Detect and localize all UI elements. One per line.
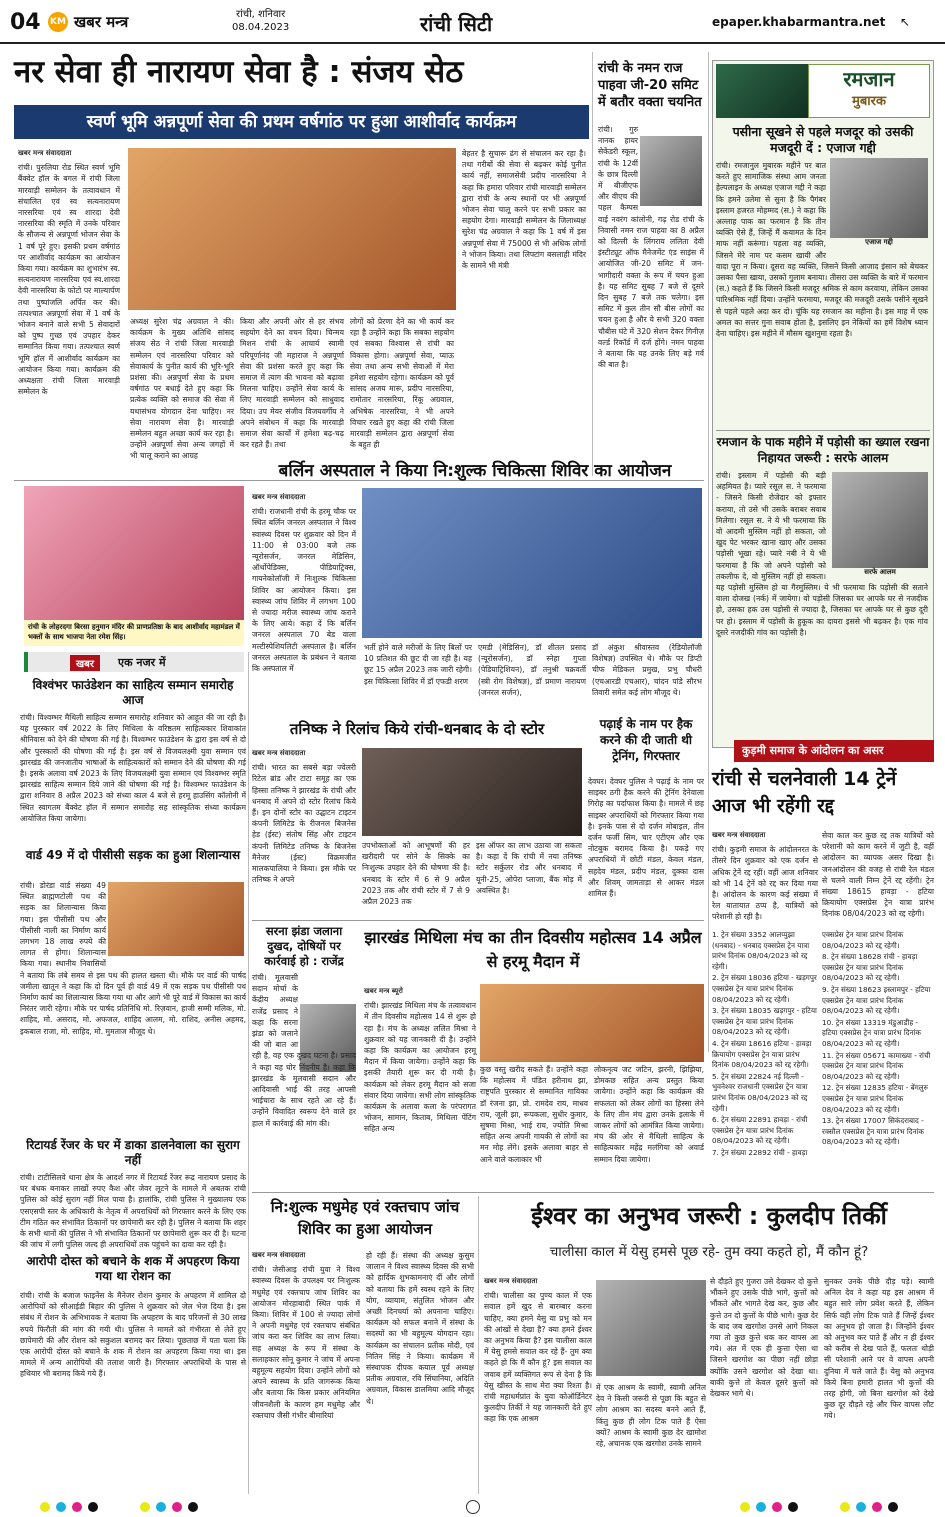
kudmi-text-right: सेवा काल कर कुछ रद्द तक यात्रियों को परेशानी को काम करने में जुटी है, वहीं आंदोलन का व्यापक असर दिखा है। जनआंदोलन की वजह से रांची रेल मंडल से चलने वाली निम्न ट्रेनें रद्द रहेंगी। ट्रेन संख्या 18615 हावड़ा - हटिया क्रियायोग एक्सप्रेस ट्रेन यात्रा प्रारंभ दिनांक 08/04/2023 को रद्द रहेगी। <box>822 831 934 919</box>
ward49-headline: वार्ड 49 में दो पीसीसी सड़क का हुआ शिलान्यास <box>25 848 241 862</box>
mithila-text-1: रांची। झारखंड मिथिला मंच के तत्वावधान में तीन दिवसीय महोत्सव 14 से शुरू हो रहा है। मंच के अध्यक्ष ललित मिश्रा ने शुक्रवार को यह जानकारी दी है। उन्होंने कहा कि कार्यक्रम का आयोजन हरमू मैदान में किया जायेगा। उन्होंने कहा कि इसकी तैयारी शुरू कर दी गयी है। कार्यक्रम को लेकर हरमू मैदान को सजा संवार दिया जायेगा। सभी लोग सांस्कृतिक कार्यक्रम के अलावा कला के परंपरागत भोजन, सामान, किताब, मिथिला पेंटिंग सहित अन्य <box>364 1001 476 1134</box>
train-item: एक्सप्रेस ट्रेन यात्रा प्रारंभ दिनांक 08/04/2023 को रद्द रहेगी। <box>822 930 904 950</box>
kuldeep-byline: खबर मन्त्र संवाददाता <box>484 1277 538 1285</box>
mithila-byline: खबर मन्त्र ब्यूरो <box>364 987 403 995</box>
ek-nazar-tag: खबर <box>70 655 100 671</box>
train-list-right <box>822 930 934 1192</box>
tanishq-headline: तनिष्क ने रिलांच किये रांची-धनबाद के दो स्टोर <box>289 720 545 738</box>
madhumeh-text-1: रांची। जेसीआइ रांची युवा ने विश्व स्वास्थ्य दिवस के उपलक्ष्य पर निःशुल्क मधुमेह एवं रक्तचाप जांच शिविर का आयोजन मोरहाबादी स्थित पार्क में किया। शिविर में 100 से ज्यादा लोगों ने अपनी मधुमेह एवं रक्तचाप संबंधित जांच करा कर शिविर का लाभ लिया। सह अध्यक्ष के रूप में संस्था के सलाहकार सोनू कुमार ने जांच में अपना बहुमूल्य सहयोग दिया। उन्होंने लोगों को अपने स्वास्थ्य के प्रति जागरूक किया और बताया कि किस प्रकार अनियमित जीवनशैली के कारण हम मधुमेह और रक्तचाप जैसी गंभीर बीमारियां <box>252 1265 360 1420</box>
registration-dot-icon <box>72 1502 82 1512</box>
lead-photo <box>128 148 456 310</box>
train-item: 7. ट्रेन संख्या 22892 रांची - हावड़ा <box>712 1147 808 1157</box>
train-list-left <box>712 930 818 1192</box>
ramzan-banner-line2: मुबारक <box>852 94 886 109</box>
train-item: 13. ट्रेन संख्या 17007 सिकंदराबाद - रक्सौल एक्सप्रेस ट्रेन यात्रा प्रारंभ दिनांक 08/04/2023 को रद्द रहेगी। <box>822 1116 924 1147</box>
lead-text-1: रांची। पुरुलिया रोड स्थित स्वर्ण भूमि बैंक्वेट हॉल के बगल में रांची जिला मारवाड़ी सम्मेलन के तत्वावधान में संचालित एवं स्व सत्यनारायण नारसरिया एवं स्व शारदा देवी नारसरिया की स्मृति में उनके परिवार के सौजन्य से अन्नपूर्णा भोजन सेवा के 1 वर्ष पूरे हुए। इसकी प्रथम वर्षगांठ पर आशीर्वाद कार्यक्रम का आयोजन किया गया। कार्यक्रम का शुभारंभ स्व. सत्यनारायण नारसरिया एवं स्व.शारदा देवी नारसरिया के फोटो पर माल्यार्पण तथा पुष्पांजलि अर्पित कर की। तत्पश्चात अन्नपूर्णा सेवा में 1 वर्ष के भोजन बनाने वाले सभी 5 सेवादारों को पुष्प गुच्छ एवं उपहार देकर सम्मानित किया गया। तत्पश्चात स्वर्ण भूमि हॉल में आशीर्वाद कार्यक्रम का आयोजन किया गया। कार्यक्रम की अध्यक्षता रांची जिला मारवाड़ी सम्मेलन के <box>18 163 120 397</box>
registration-dot-icon <box>856 1502 866 1512</box>
tanishq-text-1: रांची। भारत का सबसे बड़ा ज्वेलरी रिटेल ब्रांड और टाटा समूह का एक हिस्सा तनिष्क ने झारखंड के रांची और धनबाद में अपने दो स्टोर रिलांच किये हैं। इन दोनों स्टोर का उद्घाटन टाइटन कंपनी लिमिटेड के रीजनल बिजनेस हेड (ईस्ट) संतोष सिंह और टाइटन कंपनी लिमिटेड तनिष्क के बिजनेस मैनेजर (ईस्ट) विक्रमजीत मालकपालिया ने किया। इस मौके पर तनिष्क ने अपने <box>252 763 356 885</box>
masthead <box>0 0 945 44</box>
train-item: 10. ट्रेन संख्या 13319 मंडुआडीह - हटिया एक्सप्रेस ट्रेन यात्रा प्रारंभ दिनांक 08/04/2023 को रद्द रहेगी। <box>822 1017 921 1048</box>
kudmi-tag: कुड़मी समाज के आंदोलन का असर <box>734 740 934 762</box>
train-item: 8. ट्रेन संख्या 18628 रांची - हावड़ा एक्सप्रेस ट्रेन यात्रा प्रारंभ दिनांक 08/04/2023 को रद्द रहेगी। <box>822 952 918 983</box>
registration-dot-icon <box>140 1502 150 1512</box>
registration-dot-icon <box>56 1502 66 1512</box>
berlin-photo <box>362 488 702 638</box>
ek-nazar-bar <box>24 652 244 672</box>
side-text-body: रांची। गुरु नानक हायर सेकेंडरी स्कूल, रांची के 12वीं के छात्र दिल्ली में बीजीएफ और वीएच की पहल कैम्पस वाई नवरंग कांलोनी, गढ़ रोड रांची के निवासी नमन राज पाहवा का 8 अप्रैल को दिल्ली के लिंगराय ललिता देवी इंस्टीट्यूट ऑफ मैनेजमेंट एंड साइंस में आयोजित जी-20 समिट में जन-भागीदारी वक्ता के रूप में चयन हुआ है। यह समिट सुबह 7 बजे से दूसरे दिन सुबह 7 बजे तक चलेगा। इस समिट में कुल तीन सौ बीस लोगों का चयन हुआ है और ये सभी 320 वक्ता चौबीस घंटे में 320 सेशन देकर गिनीज़ वर्ल्ड रिकॉर्ड में दर्ज होंगे। नमन पाहवा ने बताया कि यह उनके लिए बड़े गर्व की बात है। <box>598 125 704 370</box>
ramzan-text-1-body: रांची। रमजानुल मुबारक महीने पर बात करते हुए सामाजिक संस्था आम जनता हेल्पलाइन के अध्यक्ष एजाज गद्दी ने कहा कि हमने उलेमा से सुना है कि पैगंबर इस्लाम हजरत मोहम्मद (स.) ने कहा कि अल्लाह पाक का फरमान है कि तीन व्यक्ति ऐसे हैं, जिन्हें मैं कयामत के दिन माफ नहीं करूंगा। पहला वह व्यक्ति, जिसने मेरे नाम पर कसम खायी और वादा पूरा न किया। दूसरा वह व्यक्ति, जिसने किसी आजाद इंसान को बेचकर उसका पैसा खाया, उसको गुलाम बनाया। तीसरा उस व्यक्ति के बारे में फरमान (स.) कहते हैं कि जिसने किसी मजदूर श्रमिक से काम करवाया, लेकिन उसका पारिश्रमिक नहीं दिया। उन्होंने फरमाया, मजदूर की मजदूरी उसके पसीने सूखने से पहले पहले अदा कर दो। चूंकि यह रमजान का महीना है। इस माह में एक अमल का सत्तर गुना सवाब होता है, इसलिए इन नेकियों का हमें विशेष ध्यान देना चाहिए। इस महीने में मौसम खुशनुमा रहता है। <box>716 161 928 339</box>
mithila-column-3: लोकनृत्य जट जटिन, झरनी, झिझिया, डोमकछ सहित अन्य प्रस्तुत किया जायेगा। उन्होंने कहा कि कार्यक्रम की सफलता को लेकर लोगों का हिस्सा लेने के लिए तीन मंच द्वारा उनके इलाके में जाकर लोगों को आमंत्रित किया जायेगा। मंच की ओर से मैथिली साहित्य के साहित्यकार महेंद्र मलंगिया को अवार्ड सम्मान दिया जायेगा। <box>594 1065 704 1164</box>
train-item: 1. ट्रेन संख्या 3352 आलप्पुझा (धनबाद) - धनबाद एक्सप्रेस ट्रेन यात्रा प्रारंभ दिनांक 08/04/2023 को रद्द रहेगी। <box>712 930 810 971</box>
ramzan-text-2 <box>716 470 928 742</box>
vishwambhar-text: रांची। विश्वम्भर मैथिली साहित्य सम्मान समारोह शनिवार को आहूत की जा रही है। यह पुरस्कार वर्ष 2022 के लिए मिथिला के वरिष्ठतम साहित्यकार शिवाकांत श्रीनिवास को देने की घोषणा की गई है। विश्वम्भर फाउंडेशन के द्वारा इस वर्ष से दो और पुरस्कारों की घोषणा की गई है। इस वर्ष से विजयलक्ष्मी युवा सम्मान एवं झारखंड की जनजातीय भाषाओं के साहित्यकारों को सम्मान देने की घोषणा की गई है। इसके अलावा वर्ष 2023 के लिए विजयलक्ष्मी युवा सम्मान एवं विश्वम्भर स्मृति झारखंड साहित्य सम्मान दिये जाने की घोषणा की गई है। विश्वम्भर फाउंडेशन के द्वारा शनिवार 8 अप्रैल 2023 को संध्या काल 4 बजे से हरमू हाउसिंग कॉलोनी में स्थित स्वागतम बैंक्वेट हॉल में सम्मान समारोह सह सांस्कृतिक संध्या कार्यक्रम आयोजित किया जायेगा। <box>20 713 246 823</box>
ek-nazar-title: एक नजर में <box>118 656 166 669</box>
epaper-link[interactable]: epaper.khabarmantra.net <box>712 15 886 29</box>
ramzan-headline-1: पसीना सूखने से पहले मजदूर को उसकी मजदूरी दें : एजाज गद्दी <box>732 124 914 155</box>
berlin-column-3: एमडी (मेडिसिन), डॉ शीतल प्रसाद (न्यूरोसर्जन), डॉ स्नेहा गुप्ता (पेडियाट्रिशियन), डॉ तनुश्री चक्रवर्ती (स्त्री रोग विशेषज्ञ), डॉ प्रमाण नारायण (जनरल सर्जन), <box>478 643 586 697</box>
madhumeh-byline: खबर मन्त्र संवाददाता <box>252 1251 306 1259</box>
tanishq-column-2: उपभोक्ताओं को आभूषणों की हर खरीदारी पर सोने के सिक्के का निःशुल्क उपहार देने की घोषणा की है। धनबाद के स्टोर में 6 से 9 अप्रैल 2023 तक और रांची स्टोर में 7 से 9 अप्रैल 2023 तक <box>362 841 470 907</box>
registration-dot-icon <box>188 1502 198 1512</box>
sarfe-caption: सरफे आलम <box>864 568 896 576</box>
sarna-text <box>252 972 356 1128</box>
registration-dot-icon <box>156 1502 166 1512</box>
brand-logo-icon: KM <box>48 12 68 32</box>
sarna-headline: सरना झंडा जलाना दुखद, दोषियों पर कार्रवाई हो : राजेंद्र <box>264 924 344 968</box>
ramzan-banner <box>808 64 930 118</box>
tanishq-column-1 <box>252 748 356 916</box>
city-day: रांची, शनिवार <box>236 9 286 20</box>
berlin-byline: खबर मन्त्र संवाददाता <box>252 493 306 501</box>
train-item: 5. ट्रेन संख्या 22824 नई दिल्ली - भुवनेश्वर राजधानी एक्सप्रेस ट्रेन यात्रा प्रारंभ दिनांक 08/04/2023 को रद्द रहेगी। <box>712 1071 808 1113</box>
berlin-headline: बर्लिन अस्पताल ने किया नि:शुल्क चिकित्सा शिविर का आयोजन <box>278 461 672 481</box>
registration-dot-icon <box>888 1502 898 1512</box>
ramzan-headline-2: रमजान के पाक महीने में पड़ोसी का ख्याल रखना निहायत जरूरी : सरफे आलम <box>716 435 930 465</box>
date-block <box>232 8 289 34</box>
mosque-icon <box>716 64 808 118</box>
page-number: 04 <box>10 10 41 35</box>
lead-byline: खबर मन्त्र संवाददाता <box>18 149 72 157</box>
registration-dot-icon <box>172 1502 182 1512</box>
lead-column-5: बेहतर है सुचारू ढंग से संचालन कर रहा है। तथा गरीबों की सेवा से बढ़कर कोई पुनीत कार्य नहीं, समाजसेवी प्रदीप नारसरिया ने कहा कि हमारा परिवार रांची मारवाड़ी सम्मेलन द्वारा रांची के अन्य स्थानों पर भी अन्नपूर्णा भोजन सेवा चालू करने पर सभी प्रकार का सहयोग देगा। मारवाड़ी सम्मेलन के जिलाध्यक्ष सुरेश चंद्र अग्रवाल ने कहा कि 1 वर्ष में इस अन्नपूर्णा सेवा में 75000 से भी अधिक लोगों ने भोजन किया। तथा लिफ्टांग बसलाही मंदिर के सामने भी मंत्री <box>462 149 586 271</box>
train-item: 3. ट्रेन संख्या 18035 खड़गपुर - हटिया एक्सप्रेस ट्रेन यात्रा प्रारंभ दिनांक 08/04/2023 को रद्द रहेगी। <box>712 1006 817 1037</box>
ward49-text-body: रांची। डोरंडा वार्ड संख्या 49 स्थित ब्राह्मणटोली पथ की सड़क का शिलान्यास किया गया। इस पीसीसी पथ और पीसीसी नाली का निर्माण कार्य लगभग 18 लाख रुपये की लागत से होगा। शिलान्यास किया गया। स्थानीय निवासियों ने बताया कि लंबे समय से इस पथ की हालत खस्ता थी। मौके पर वार्ड की पार्षद जमीला खातून ने कहा कि दो दिन पूर्व ही वार्ड 49 में एक सड़क पथ पीसीसी पथ निर्माण कार्य का शिलान्यास किया गया था और आगे भी पूरे वार्ड में विकास का कार्य निरंतर जारी रहेगा। मौके पर पार्षद प्रतिनिधि मो. रिज़वान, हाजी सम्मी मलिक, मो. शाहिद, मो. असराद, मो. अफजल, शाहिद आलम, मो. राशिद, अनीस अहमद, इकबाल राजा, मो. साहिद, मो. मुमताज मौजूद थे। <box>20 881 246 1036</box>
mithila-headline: झारखंड मिथिला मंच का तीन दिवसीय महोत्सव 14 अप्रैल से हरमू मैदान में <box>364 928 702 971</box>
train-item: 12. ट्रेन संख्या 12835 हटिया - बेंगलुरु एक्सप्रेस ट्रेन यात्रा प्रारंभ दिनांक 08/04/2023 को रद्द रहेगी। <box>822 1083 928 1114</box>
padhai-text: देवघर। देवघर पुलिस ने पढ़ाई के नाम पर साइबर ठगी हैक करने की ट्रेनिंग देनेवाला गिरोह का पर्दाफाश किया है। मामले में छह साइबर अपराधियों को गिरफ्तार किया गया है। इनके पास से दो दर्जन मोबाइल, तीन दर्जन फर्जी सिम, चार एटीएम और एक नोटबुक बरामद किया है। पकड़े गए अपराधियों में छोटी मंडल, केवल मंडल, सहदेव मंडल, प्रदीप मंडल, दुक्का दास और शिवम् जामताड़ा से आकर मंडल शामिल हैं। <box>588 777 704 899</box>
kuldeep-column-2: में एक आश्रम के स्वामी, स्वामी अनिल देव ने किसी जरूरी से पूछा कि बहुत से लोग आश्रम का सदस्य बनने आते हैं, किंतु कुछ ही लोग टिक पाते हैं ऐसा क्यों? आश्रम के स्वामी कुछ देर खामोश रहे, अचानक एक खरगोश उनके सामने <box>596 1383 706 1449</box>
kuldeep-headline: ईश्वर का अनुभव जरूरी : कुलदीप तिर्की <box>531 1202 887 1230</box>
kudmi-headline: रांची से चलनेवाली 14 ट्रेनें आज भी रहेंगी रद्द <box>712 768 897 817</box>
kudmi-byline: खबर मन्त्र संवाददाता <box>712 831 766 839</box>
registration-dot-icon <box>40 1502 50 1512</box>
registration-dot-icon <box>756 1502 766 1512</box>
mithila-column-2: कुछ वस्तु खरीद सकते हैं। उन्होंने कहा कि महोत्सव में पंडित हरीनाथ झा, राष्ट्रपति पुरस्कार से सम्मानित गायिका डॉ रंजना झा, प्रो. रामदेव राय, माधव राय, जूली झा, रूपकला, सुधीर कुमार, सुषमा मिश्रा, भाई राय, ज्योति मिश्रा सहित अन्य अपनी गायकी से लोगों का मन मोह लेंगे। इसके अलावा बाहर से आने वाले कलाकार भी <box>480 1065 588 1164</box>
mithila-column-1 <box>364 986 476 1186</box>
lead-column-2: अध्यक्ष सुरेश चंद्र अग्रवाल ने की। कार्यक्रम के मुख्य अतिथि सांसद संजय सेठ ने रांची जिला मारवाड़ी सम्मेलन एवं नारसरिया परिवार को सेवाकार्य के पुनीत कार्य की भूरि-भूरि प्रशंसा की। अन्नपूर्णा सेवा के प्रथम वर्षगांठ पर बधाई देते हुए कहा कि प्रत्येक व्यक्ति को समाज की सेवा में यथासंभव योगदान देना चाहिए। नर सेवा नारायण सेवा है। मारवाड़ी सम्मेलन बहुत अच्छा कार्य कर रहा है। उन्होंने अन्नपूर्णा सेवा अन्य जगहों में भी चालू कराने का आग्रह <box>130 317 234 461</box>
padhai-headline: पढ़ाई के नाम पर हैक करने की दी जाती थी ट्रेनिंग, गिरफ्तार <box>599 717 693 763</box>
berlin-column-1 <box>252 492 356 710</box>
mithila-photo <box>480 984 704 1062</box>
registration-dot-icon <box>88 1502 98 1512</box>
registration-dot-icon <box>840 1502 850 1512</box>
train-item: 2. ट्रेन संख्या 18036 हटिया - खड़गपुर एक्सप्रेस ट्रेन यात्रा प्रारंभ दिनांक 08/04/2023 को रद्द रहेगी। <box>712 973 817 1004</box>
cursor-icon: ↖ <box>900 15 911 29</box>
temple-photo <box>24 486 244 620</box>
train-item: 6. ट्रेन संख्या 22891 हावड़ा - रांची एक्सप्रेस ट्रेन यात्रा प्रारंभ दिनांक 08/04/2023 को रद्द रहेगी। <box>712 1115 808 1146</box>
lead-column-4: लोगों को प्रेरणा देने का भी कार्य कर रहा है उन्होंने कहा कि सबका सहयोग एवं सबका विश्वास से रांची का विकास होगा। अन्नपूर्णा सेवा, प्याऊ सेवा तथा अन्य सभी सेवाओं में मेरा हमेशा सहयोग रहेगा। कार्यक्रम को पूर्व सांसद अजय मारू, प्रदीप नारसरिया, रामोतार नारसरिया, रिंकू अग्रवाल, अभिषेक नारसरिया, ने भी अपने विचार रखते हुए कहा की रांची जिला मारवाड़ी सम्मेलन द्वारा अन्नपूर्णा सेवा के बहुत ही <box>350 317 454 450</box>
kudmi-text <box>712 830 818 926</box>
madhumeh-column-1 <box>252 1250 360 1494</box>
berlin-column-2: भर्ती होने वाले मरीजों के लिए बिलों पर 10 प्रतिशत की छूट दी जा रही है। यह छूट 15 अप्रैल 2023 तक जारी रहेगी। इस चिकित्सा शिविर में डॉ एफडी शरण <box>364 643 472 686</box>
crosshair-icon <box>466 1500 480 1514</box>
side-headline: रांची के नमन राज पाहवा जी-20 समिट में बतौर वक्ता चयनित <box>598 61 702 110</box>
kuldeep-text-1: रांची। चालीसा का पुण्य काल में एक सवाल हमें खुद से बारम्बार करना चाहिए, क्या हमने येसु या प्रभु को मन की आंखों से देखा है? क्या हमने ईश्वर का अनुभव किया है? इस चालीसा काल में येसु हमसे सवाल कर रहे हैं- तुम क्या कहते हो कि मैं कौन हूं? इस सवाल का जवाब हमें व्यक्तिगत रूप से देना है कि येसु खीस्त के साथ मेरा क्या रिश्ता है। रांची महाधर्मप्रांत के युवा कोऑर्डिनेटर कुलदीप तिर्की ने यह जानकारी देते हुए कहा कि एक आश्रम <box>484 1291 592 1424</box>
retired-headline: रिटायर्ड रेंजर के घर में डाका डालनेवाला का सुराग नहीं <box>26 1138 240 1167</box>
temple-photo-caption: रांची के लोहरदगा बिरसा हनुमान मंदिर की प्राणप्रतिष्ठा के बाद आशीर्वाद महामंडल में भक्तों के साथ भाजपा नेता रमेश सिंह। <box>24 620 244 646</box>
registration-dot-icon <box>788 1502 798 1512</box>
ramzan-text-2-body: रांची। इस्लाम में पड़ोसी की बड़ी अहमियत है। प्यारे रसूल स. ने फरमाया - जिसने किसी रोजेदार को इफ्तार कराया, तो उसे भी उसके बराबर सवाब मिलेगा। रसूल स. ने ये भी फरमाया कि वो आदमी मुस्लिम नहीं हो सकता, जो खुद पेट भरकर खाना खाए और उसका पड़ोसी भूखा रहे। प्यारे नबी ने ये भी फरमाया है कि जो अपने पड़ोसी को तकलीफ दे, वो मुस्लिम नहीं हो सकता। यह पड़ोसी मुस्लिम हो या गैरमुस्लिम। ये भी फरमाया कि पड़ोसी की सताने वाला दोजख (नर्क) में जायेगा। वो पड़ोसी जिसका घर आपके घर से नजदीक हो, उसका हक उस पड़ोसी से ज्यादा है, जिसका घर आपके घर से कुछ दूरी पर हो। इस्लाम में पड़ोसी के हुकूक का दायरा इससे भी बढ़कर है। एक गांव दूसरे नजदीकी गांव का पड़ोसी है। <box>716 471 928 637</box>
lead-headline: नर सेवा ही नारायण सेवा है : संजय सेठ <box>14 54 464 90</box>
retired-text: रांची। टाटीसिलवे थाना क्षेत्र के आदर्श नगर में रिटायर्ड रेंजर रूद्र नारायण प्रसाद के घर बंधक बनाकर लाखों रुपए कैश और जेवर लूटने के मामले में अबतक रांची पुलिस को कोई सुराग नहीं मिल पाया है। हालांकि, रांची पुलिस ने मुख्यालय एक एसएसपी स्तर के अधिकारी के नेतृत्व में अपराधियों को गिरफ्तार करने के लिए एक टीम गठित कर संभावित ठिकानों पर छापेमारी कर रही है। पुलिस ने बताया कि शहर के सभी थानों की पुलिस ने भी संभावित ठिकानों पर छापेमारी शुरू कर दी है। घटना की जांच में लगी पुलिस जल्द ही अपराधियों तक पहुंचने का दावा कर रही है। <box>20 1173 246 1250</box>
kuldeep-column-1 <box>484 1276 592 1494</box>
ward49-text <box>20 880 246 1136</box>
print-registration-strip <box>0 1498 945 1517</box>
side-text <box>598 124 704 464</box>
kuldeep-photo <box>596 1280 706 1376</box>
issue-date: 08.04.2023 <box>232 22 290 33</box>
berlin-column-4: डॉ अंकुश श्रीवास्तव (रेडियोलॉजी विशेषज्ञ) उपस्थित थे। मौके पर डिप्टी चीफ मेडिकल प्रमुख, प्रभु चौधरी (एचआरडी एचआर), चांदन पांडे सौरभ तिवारी समेत कई लोग मौजूद थे। <box>592 643 702 697</box>
ramzan-banner-line1: रमजान <box>843 67 895 91</box>
kudmi-text-body: रांची। कुड़मी समाज के आंदोलनरत के तीसरे दिन शुक्रवार को एक दर्जन से अधिक ट्रेनें रद्द रहीं। वहीं आज शनिवार को भी 14 ट्रेनें को रद्द कर दिया गया है। आंदोलन के कारण कई संख्या में रेल यातायात ठप्प है, यात्रियों को परेशानी हो रही है। <box>712 845 818 922</box>
arvind-headline: आरोपी दोस्त को बचाने के शक में अपहरण किया गया था रोशन का <box>26 1254 240 1283</box>
madhumeh-headline: नि:शुल्क मधुमेह एवं रक्तचाप जांच शिविर का हुआ आयोजन <box>270 1198 460 1238</box>
train-item: 11. ट्रेन संख्या 05671 कामाख्या - रांची एक्सप्रेस ट्रेन यात्रा प्रारंभ दिनांक 08/04/2023 को रद्द रहेगी। <box>822 1050 931 1081</box>
berlin-text-1: रांची। राजधानी रांची के हरमू चौक पर स्थित बर्लिन जनरल अस्पताल ने विश्व स्वास्थ्य दिवस पर शुक्रवार को दिन में 11:00 से 03:00 बजे तक न्यूरोसर्जन, जनरल मेडिसिन, ऑर्थोपेडिक्स, पीडियाट्रिक्स, गायनेकोलॉजी में निःशुल्क चिकित्सा शिविर का आयोजन किया। इस स्वास्थ्य जांच शिविर में लगभग 100 से ज्यादा मरीज स्वास्थ्य जांच कराने के लिए आये। कहा दें कि बर्लिन जनरल अस्पताल 70 बेड वाला मल्टीस्पेशियलिटी अस्पताल है। बर्लिन जनरल अस्पताल के प्रबंधन ने बताया कि अस्पताल में <box>252 507 356 674</box>
lead-column-1 <box>18 148 120 476</box>
registration-dot-icon <box>872 1502 882 1512</box>
registration-dot-icon <box>772 1502 782 1512</box>
registration-dot-icon <box>740 1502 750 1512</box>
tanishq-byline: खबर मन्त्र संवाददाता <box>252 749 306 757</box>
kuldeep-subhead: चालीसा काल में येसु हमसे पूछ रहे- तुम क्या कहते हो, मैं कौन हूं? <box>549 1244 869 1260</box>
lead-column-3: किया और अपनी ओर से हर संभव सहयोग देने का वचन दिया। चिन्मय मिशन रांची के आचार्य स्वामी परिपूर्णानंद जी महाराज ने अन्नपूर्णा सेवा की प्रशंसा करते हुए कहा कि समाज में त्याग की भावना को बढ़ावा मिलना चाहिए। उन्होंने सेवा कार्य के लिए मारवाड़ी सम्मेलन को साधुवाद दिया। उप मेयर संजीव विजयवर्गीय ने अपने संबोधन में कहा कि मारवाड़ी समाज सेवा कार्यों में हमेशा बढ़-चढ़ कर रहते हैं। तथा <box>240 317 344 450</box>
tanishq-column-3: इस ऑफर का लाभ उठाया जा सकता है। कहा दें कि रांची में नया तनिष्क स्टोर सर्कुलर रोड और धनबाद में यूनी-25, ओपेरा प्लाजा, बैंक मोड़ में अवस्थित है। <box>476 841 582 895</box>
section-title: रांची सिटी <box>420 12 493 36</box>
tanishq-photo <box>362 748 582 836</box>
sarna-text-body: रांची। मूलवासी सदान मोर्चा के केंद्रीय अध्यक्ष राजेंद्र प्रसाद ने कहा कि सरना झंडा को जलाने की जो बात आ रही है, वह एक दुखद घटना है। प्रसाद ने कहा यह घोर निंदनीय है। कहा कि झारखंड के मूलवासी सदान और आदिवासी भाई की तरह आपसी भाईचारा के साथ रहते आ रहे हैं। उन्होंने विवादित स्वरूप देने वाले हर हाल में कार्रवाई की मांग की। <box>252 973 356 1128</box>
vishwambhar-headline: विश्वंभर फाउंडेशन का साहित्य सम्मान समारोह आज <box>32 678 234 707</box>
lead-subhead: स्वर्ण भूमि अन्नपूर्णा सेवा की प्रथम वर्षगांठ पर हुआ आशीर्वाद कार्यक्रम <box>14 105 589 139</box>
madhumeh-column-2: हो रही हैं। संस्था की अध्यक्ष कुसुम जालान ने विश्व स्वास्थ्य दिवस की सभी को हार्दिक शुभकामनाएं दीं और लोगों को बताया कि हमें स्वस्थ रहने के लिए योग, व्यायाम, संतुलित भोजन और अच्छी दिनचर्या को अपनाना चाहिए। कार्यक्रम को सफल बनाने में संस्था के सदस्यों का भी बहुमूल्य योगदान रहा। कार्यक्रम का संचालन प्रतीक मोदी, एवं नितिन सिंह ने किया। कार्यक्रम में संस्थापक दीपक कयाल पूर्व अध्यक्ष प्रतीक अग्रवाल, रवि सिंघानिया, अदिति अग्रवाल, विकास डालमिया आदि मौजूद थे। <box>366 1251 474 1406</box>
train-item: 4. ट्रेन संख्या 18616 हटिया - हावड़ा क्रियायोग एक्सप्रेस ट्रेन यात्रा प्रारंभ दिनांक 08/04/2023 को रद्द रहेगी। <box>712 1038 812 1070</box>
arvind-text: रांची। रांची के बजाज फाइनेंस के मैनेजर रोशन कुमार के अपहरण में शामिल दो आरोपियों को सीआईडी बिहार की पुलिस ने शुक्रवार को जेल भेज दिया है। इस संबंध में रोशन के अभिभावक ने बताया कि अपहरण के बाद परिजनों से 30 लाख रुपये फिरौती की मांग की गयी थी। पुलिस ने मामले को गंभीरता से लेते हुए छापेमारी की और रोशन को सकुशल बरामद कर लिया। पूछताछ में पता चला कि एक आरोपी दोस्त को बचाने के शक में रोशन का अपहरण किया गया था। इस मामले में अन्य आरोपियों की तलाश जारी है। गिरफ्तार अपराधियों के पास से हथियार भी बरामद किये गये हैं। <box>20 1291 246 1379</box>
ijaz-caption: एजाज गद्दी <box>865 238 893 246</box>
kuldeep-column-4: सुनकर उनके पीछे दौड़ पड़े। स्वामी अनिल देव ने कहा यह इस आश्रम में बहुत सारे लोग प्रवेश करते हैं, लेकिन सिर्फ वही लोग टिक पाते हैं जिन्हें ईश्वर का अनुभव हो जाता है। जिन्होंने ईश्वर को अनुभव कर पाते हैं और न ही ईश्वर को करीब से देख पाते हैं, फलतः थोड़ी सी परेशानी आने पर वे वापस अपनी दुनिया में चले जाते हैं। येसु को अनुभव किये बिना हमारी हालत भी कुत्तों की तरह होगी, जो बिना खरगोश को देखे कुछ दूर दौड़ते रहे और फिर वापस लौट गये। <box>824 1277 934 1421</box>
brand-name: खबर मन्त्र <box>74 13 129 31</box>
ramzan-text-1 <box>716 160 928 428</box>
kuldeep-column-3: से दौड़ते हुए गुजरा उसे देखकर दो कुत्ते भौंकने हुए उसके पीछे भागे, कुत्तों को भौंकते और भागते देख कर, कुछ और कुत्ते उन दो कुत्तों के पीछे भागे। कुछ देर के बाद जब खरगोश उनसे आगे निकल गया तो कुछ कुत्ते थक कर वापस आ गये। अंत में एक ही कुत्ता ऐसा था जिसने खरगोश का पीछा नहीं छोड़ा क्योंकि उसने खरगोश को देखा था। बाकी कुत्ते तो केवल दूसरे कुत्तों को देखकर भागे थे। <box>710 1277 818 1399</box>
train-item: 9. ट्रेन संख्या 18623 इस्लामपुर - हटिया एक्सप्रेस ट्रेन यात्रा प्रारंभ दिनांक 08/04/2023 को रद्द रहेगी। <box>822 984 931 1016</box>
